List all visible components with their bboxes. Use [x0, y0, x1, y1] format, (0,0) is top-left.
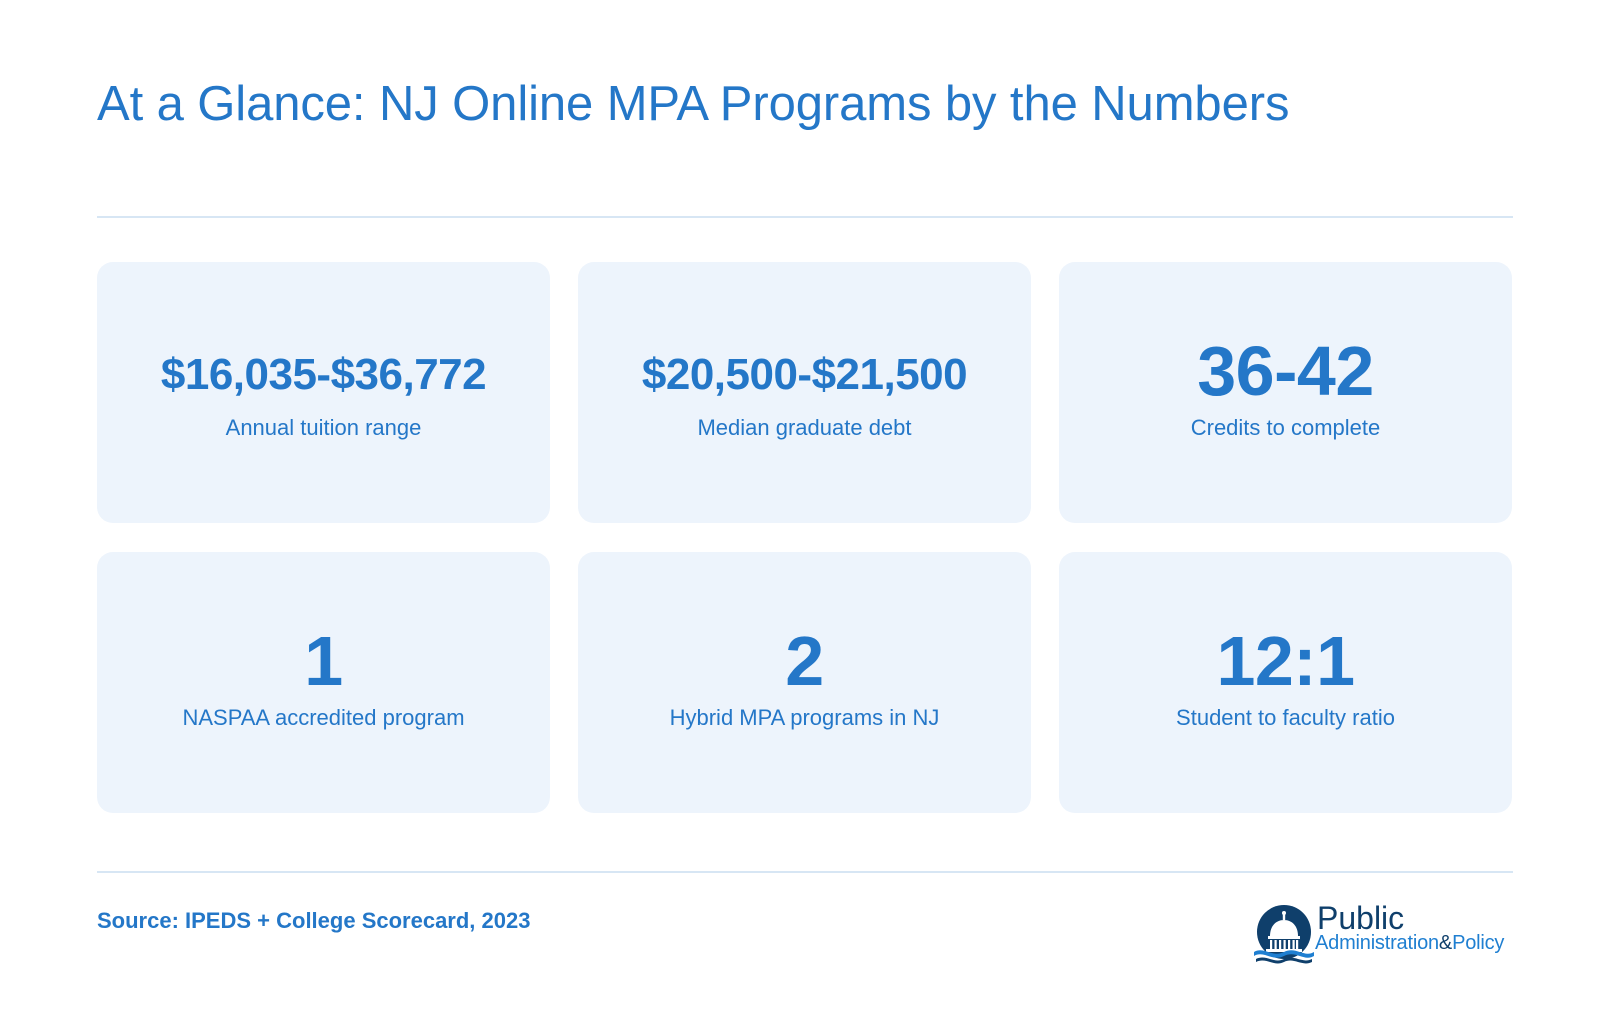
brand-logo: [1252, 900, 1512, 966]
stats-grid: [97, 262, 1513, 813]
stat-label-accredited: NASPAA accredited program: [182, 705, 465, 730]
stat-card-credits: [1059, 262, 1512, 523]
stat-card-hybrid: [578, 552, 1031, 813]
logo-word-policy: Policy: [1452, 932, 1505, 954]
stat-label-tuition: Annual tuition range: [225, 415, 422, 440]
stat-label-ratio: Student to faculty ratio: [1176, 705, 1395, 730]
bottom-divider: [97, 871, 1513, 873]
stat-label-hybrid: Hybrid MPA programs in NJ: [669, 705, 940, 730]
stat-value-credits: 36-42: [1197, 332, 1374, 410]
page-title: At a Glance: NJ Online MPA Programs by the Numbers: [97, 77, 1290, 131]
stat-value-debt: $20,500-$21,500: [641, 350, 968, 399]
logo-ampersand: &: [1438, 932, 1453, 954]
stat-value-ratio: 12:1: [1216, 622, 1355, 700]
logo-word-administration: Administration: [1315, 932, 1439, 954]
stat-card-debt: [578, 262, 1031, 523]
stat-card-accredited: [97, 552, 550, 813]
stat-value-accredited: 1: [304, 622, 343, 700]
stat-card-tuition: [97, 262, 550, 523]
source-note: Source: IPEDS + College Scorecard, 2023: [97, 908, 531, 933]
stat-value-tuition: $16,035-$36,772: [160, 350, 487, 399]
stat-label-debt: Median graduate debt: [697, 415, 912, 440]
top-divider: [97, 216, 1513, 218]
logo-wordmark-public: Public: [1317, 900, 1405, 936]
stat-label-credits: Credits to complete: [1190, 415, 1381, 440]
stat-card-ratio: [1059, 552, 1512, 813]
capitol-dome-icon: [1252, 902, 1316, 966]
logo-wordmark-subtitle: [1315, 933, 1504, 953]
stat-value-hybrid: 2: [785, 622, 824, 700]
